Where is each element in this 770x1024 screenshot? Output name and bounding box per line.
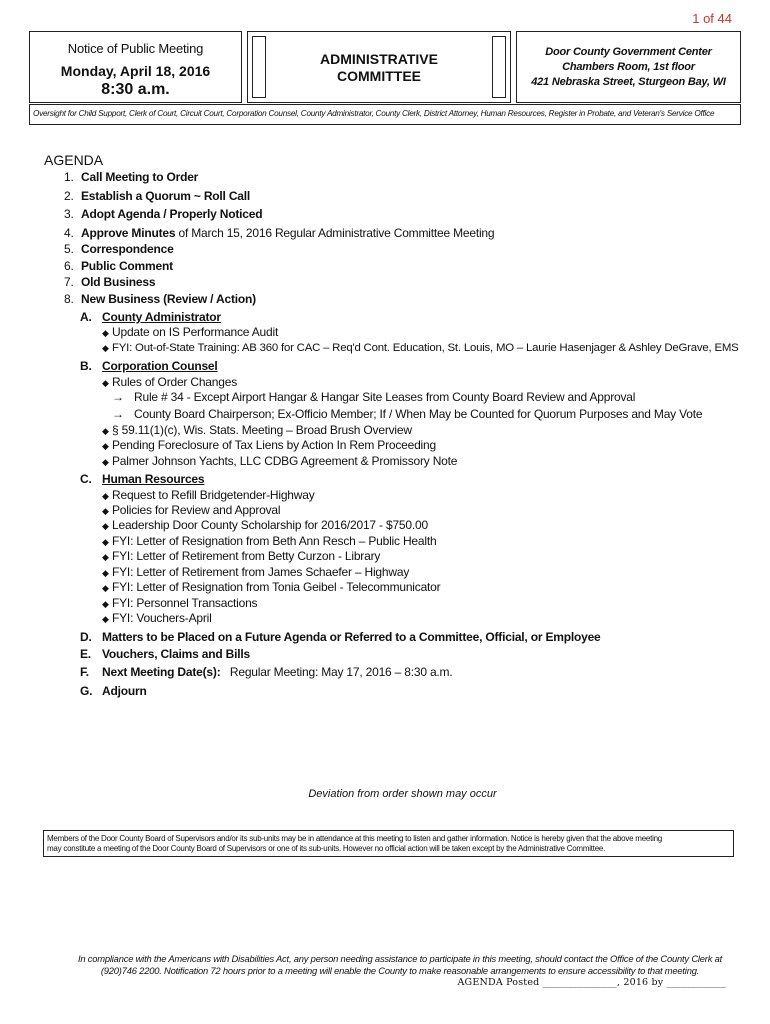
diamond-bullet-icon: ◆ [102,521,109,531]
section-county-administrator: A. County Administrator [80,310,221,324]
meeting-time: 8:30 a.m. [101,81,170,98]
meeting-date: Monday, April 18, 2016 [60,63,211,79]
agenda-item: 1. Call Meeting to Order [64,170,199,184]
committee-box [247,31,511,103]
agenda-title: AGENDA [44,152,104,168]
list-item: ◆ FYI: Letter of Retirement from James Schaefer – Highway [102,565,410,579]
agenda-posted-line: AGENDA Posted _______________, 2016 by ____________ [457,977,726,988]
oversight-text: Oversight for Child Support, Clerk of Court, Circuit Court, Corporation Counsel, County Administrator, County Clerk, District Attorney, Human Resources, Register in Probate, and Veteran's Service Office [33,109,715,118]
location-line-2: Chambers Room, 1st floor [562,61,695,73]
diamond-bullet-icon: ◆ [102,441,109,451]
list-item: ◆ Pending Foreclosure of Tax Liens by Action In Rem Proceeding [102,438,436,452]
diamond-bullet-icon: ◆ [102,491,109,501]
agenda-item: 5. Correspondence [64,242,174,256]
list-item: → Rule # 34 - Except Airport Hangar & Hangar Site Leases from County Board Review and Approval [112,390,636,404]
list-item: ◆ Leadership Door County Scholarship for 2016/2017 - $750.00 [102,518,428,532]
committee-name [248,51,510,85]
diamond-bullet-icon: ◆ [102,568,109,578]
list-item: ◆ § 59.11(1)(c), Wis. Stats. Meeting – Broad Brush Overview [102,423,412,437]
location-line-3: 421 Nebraska Street, Sturgeon Bay, WI [531,76,726,88]
diamond-bullet-icon: ◆ [102,583,109,593]
committee-line-1: ADMINISTRATIVE [320,51,438,67]
list-item: ◆ FYI: Letter of Retirement from Betty Curzon - Library [102,549,381,563]
diamond-bullet-icon: ◆ [102,614,109,624]
ada-compliance-note [40,953,760,977]
section-human-resources: C. Human Resources [80,472,205,486]
diamond-bullet-icon: ◆ [102,506,109,516]
members-notice-line-1: Members of the Door County Board of Supervisors and/or its sub-units may be in attendance at this meeting to listen and gather information. Notice is hereby given that the above meeting [47,834,662,843]
section-f: F. Next Meeting Date(s): Regular Meeting: May 17, 2016 – 8:30 a.m. [80,665,453,679]
members-notice-line-2: may constitute a meeting of the Door County Board of Supervisors or one of its sub-units. However no official action will be taken except by the Administrative Committee. [47,844,606,853]
diamond-bullet-icon: ◆ [102,343,109,353]
section-d: D. Matters to be Placed on a Future Agenda or Referred to a Committee, Official, or Employee [80,630,601,644]
agenda-item: 3. Adopt Agenda / Properly Noticed [64,207,263,221]
list-item: ◆ Request to Refill Bridgetender-Highway [102,488,315,502]
list-item: ◆ Policies for Review and Approval [102,503,281,517]
list-item: → County Board Chairperson; Ex-Officio Member; If / When May be Counted for Quorum Purposes and May Vote [112,407,703,421]
list-item: ◆ Palmer Johnson Yachts, LLC CDBG Agreement & Promissory Note [102,454,458,468]
compliance-line-1: In compliance with the Americans with Disabilities Act, any person needing assistance to participate in this meeting, should contact the Office of the County Clerk at [77,953,723,964]
list-item: ◆ FYI: Out-of-State Training: AB 360 for CAC – Req'd Cont. Education, St. Louis, MO – Laurie Hasenjager & Ashley DeGrave, EMS [102,342,739,354]
section-g: G. Adjourn [80,684,147,698]
list-item: ◆ FYI: Personnel Transactions [102,596,258,610]
diamond-bullet-icon: ◆ [102,328,109,338]
location-box [516,31,741,103]
agenda-item: 7. Old Business [64,275,156,289]
arrow-right-icon: → [112,390,124,404]
diamond-bullet-icon: ◆ [102,426,109,436]
members-notice-box [43,830,734,857]
oversight-box [29,104,741,125]
list-item: ◆ Rules of Order Changes [102,375,237,389]
meeting-notice-box [29,31,242,103]
members-notice [47,834,662,854]
committee-line-2: COMMITTEE [337,68,421,84]
list-item: ◆ Update on IS Performance Audit [102,325,279,339]
notice-label: Notice of Public Meeting [67,41,204,56]
page-number: 1 of 44 [692,11,732,26]
list-item: ◆ FYI: Letter of Resignation from Tonia Geibel - Telecommunicator [102,580,441,594]
location-line-1: Door County Government Center [545,46,712,58]
agenda-item: 2. Establish a Quorum ~ Roll Call [64,189,251,203]
agenda-item: 6. Public Comment [64,259,173,273]
diamond-bullet-icon: ◆ [102,599,109,609]
diamond-bullet-icon: ◆ [102,552,109,562]
list-item: ◆ FYI: Vouchers-April [102,611,212,625]
diamond-bullet-icon: ◆ [102,457,109,467]
deviation-note: Deviation from order shown may occur [308,788,497,800]
arrow-right-icon: → [112,407,124,421]
agenda-item: 4. Approve Minutes of March 15, 2016 Regular Administrative Committee Meeting [64,226,495,240]
section-corporation-counsel: B. Corporation Counsel [80,359,218,373]
section-e: E. Vouchers, Claims and Bills [80,647,250,661]
location-text [517,45,740,90]
list-item: ◆ FYI: Letter of Resignation from Beth Ann Resch – Public Health [102,534,437,548]
diamond-bullet-icon: ◆ [102,378,109,388]
diamond-bullet-icon: ◆ [102,537,109,547]
agenda-item: 8. New Business (Review / Action) [64,292,256,306]
compliance-line-2: (920)746 2200. Notification 72 hours prior to a meeting will enable the County to make reasonable arrangements to ensure accessibility to that meeting. [100,965,700,976]
